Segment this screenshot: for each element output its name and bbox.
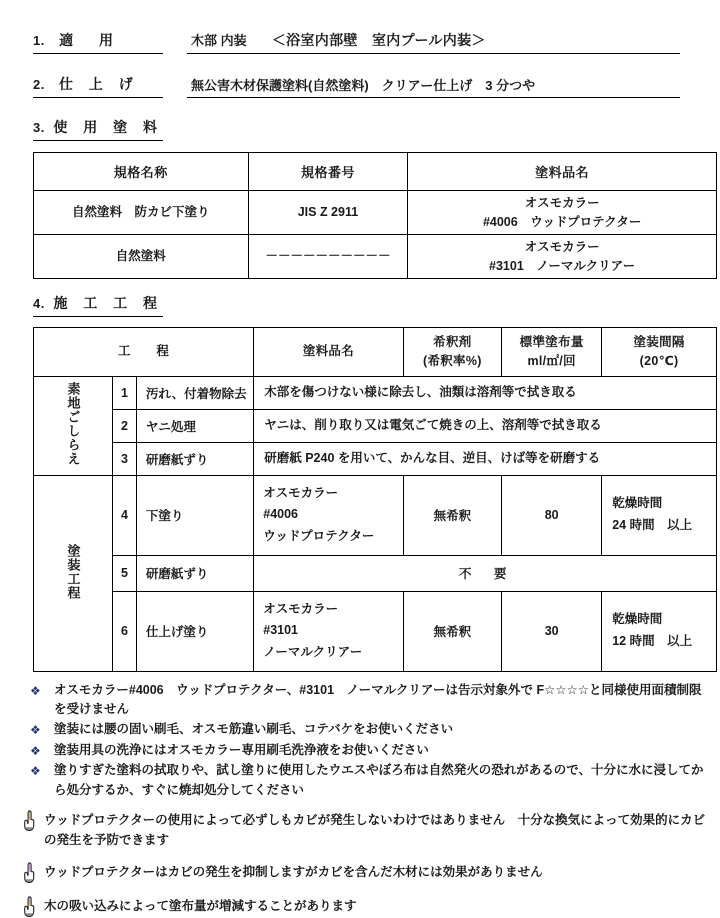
process-interval-4-line1: 乾燥時間 xyxy=(612,496,663,511)
process-thinner-6: 無希釈 xyxy=(403,591,502,671)
process-no-6: 6 xyxy=(113,591,137,671)
list-item xyxy=(30,761,706,800)
process-group-label-coating-text: 塗装工程 xyxy=(65,543,81,600)
process-step-4: 下塗り xyxy=(136,475,253,555)
process-description-3: 研磨紙 P240 を用いて、かんな目、逆目、けば等を研磨する xyxy=(254,442,717,475)
list-item xyxy=(30,720,706,740)
section-3-title: 使 用 塗 料 xyxy=(53,119,163,135)
materials-header-row xyxy=(34,153,717,191)
process-header-row xyxy=(34,328,717,377)
process-step-2: ヤニ処理 xyxy=(136,409,253,442)
materials-product-2-line1: オスモカラー xyxy=(524,240,600,255)
hand-note-text-1: ウッドプロテクターの使用によって必ずしもカビが発生しないわけではありません 十分な換気によって効果的にカビの発生を予防できます xyxy=(44,813,706,847)
process-amount-6: 30 xyxy=(502,591,602,671)
process-interval-6-line2: 12 時間 以上 xyxy=(612,634,693,648)
process-description-1: 木部を傷つけない様に除去し、油類は溶剤等で拭き取る xyxy=(254,376,717,409)
process-product-4-line3: ウッドプロテクター xyxy=(263,528,375,543)
process-interval-4 xyxy=(602,475,717,555)
process-amount-4: 80 xyxy=(502,475,602,555)
section-2-title: 仕 上 げ xyxy=(59,76,139,92)
process-header-product: 塗料品名 xyxy=(254,328,403,377)
materials-standard-name-1: 自然塗料 防カビ下塗り xyxy=(34,191,249,235)
diamond-bullet-icon: ❖ xyxy=(30,723,41,738)
process-table xyxy=(33,327,717,672)
process-header-interval xyxy=(602,328,717,377)
table-row xyxy=(34,409,717,442)
process-header-amount-line2: ml/㎡/回 xyxy=(527,353,576,368)
materials-product-2 xyxy=(408,235,717,279)
process-product-6-line2: #3101 xyxy=(263,623,299,638)
materials-table xyxy=(33,152,717,279)
process-header-thinner-line2: (希釈率%) xyxy=(422,353,482,368)
section-4-label xyxy=(33,293,163,317)
process-product-4-line1: オスモカラー xyxy=(263,485,339,500)
list-item xyxy=(30,681,706,720)
section-1-value xyxy=(187,30,680,54)
list-item xyxy=(22,896,706,918)
diamond-bullet-icon: ❖ xyxy=(30,743,41,758)
table-row xyxy=(34,191,717,235)
section-4-number: 4. xyxy=(33,296,45,311)
table-row xyxy=(34,376,717,409)
process-header-process: 工 程 xyxy=(34,328,254,377)
section-1-value-main: 木部 内装 xyxy=(191,33,247,48)
process-product-6-line1: オスモカラー xyxy=(263,601,339,616)
materials-standard-number-2: －－－－－－－－－－ xyxy=(248,235,408,279)
process-step-5: 研磨紙ずり xyxy=(136,555,253,591)
section-4-title: 施 工 工 程 xyxy=(53,295,163,311)
pointing-hand-icon xyxy=(22,896,44,918)
materials-product-1-line2: #4006 ウッドプロテクター xyxy=(482,214,642,229)
pointing-hand-icon xyxy=(22,862,44,884)
hand-note-text-3: 木の吸い込みによって塗布量が増減することがあります xyxy=(44,898,357,913)
list-item xyxy=(22,862,706,884)
hand-notes-list xyxy=(0,810,720,918)
list-item xyxy=(30,741,706,761)
process-header-interval-line2: (20℃) xyxy=(639,353,679,368)
process-header-thinner xyxy=(403,328,502,377)
process-header-amount xyxy=(502,328,602,377)
process-product-4 xyxy=(254,475,403,555)
materials-header-standard-number: 規格番号 xyxy=(248,153,408,191)
process-interval-6-line1: 乾燥時間 xyxy=(612,612,663,627)
process-no-2: 2 xyxy=(113,409,137,442)
table-row xyxy=(34,235,717,279)
section-2-label xyxy=(33,74,163,98)
process-header-thinner-line1: 希釈剤 xyxy=(433,335,472,349)
process-step-1: 汚れ、付着物除去 xyxy=(136,376,253,409)
table-row xyxy=(34,442,717,475)
section-2-value: 無公害木材保護塗料(自然塗料) クリアー仕上げ 3 分つや xyxy=(187,75,680,98)
note-text-2: 塗装には腰の固い刷毛、オスモ筋違い刷毛、コテバケをお使いください xyxy=(54,722,454,737)
process-description-2: ヤニは、削り取り又は電気ごて焼きの上、溶剤等で拭き取る xyxy=(254,409,717,442)
table-row xyxy=(34,475,717,555)
section-1-title: 適 用 xyxy=(59,32,119,48)
process-no-5: 5 xyxy=(113,555,137,591)
diamond-bullet-icon: ❖ xyxy=(30,683,41,698)
note-text-4: 塗りすぎた塗料の拭取りや、試し塗りに使用したウエスやぼろ布は自然発火の恐れがあるので、十分に水に浸してから処分するか、すぐに焼却処分してください xyxy=(54,763,704,797)
section-row-applicable xyxy=(33,30,680,54)
section-1-value-emphasis: ＜浴室内部壁 室内プール内装＞ xyxy=(271,32,486,48)
materials-product-1 xyxy=(408,191,717,235)
section-row-finish xyxy=(33,74,680,98)
process-thinner-4: 無希釈 xyxy=(403,475,502,555)
process-interval-6 xyxy=(602,591,717,671)
process-no-4: 4 xyxy=(113,475,137,555)
process-no-3: 3 xyxy=(113,442,137,475)
table-row xyxy=(34,591,717,671)
process-header-interval-line1: 塗装間隔 xyxy=(633,335,685,349)
section-1-label xyxy=(33,30,163,54)
process-product-6 xyxy=(254,591,403,671)
process-interval-4-line2: 24 時間 以上 xyxy=(612,518,693,532)
section-3-label xyxy=(33,117,163,141)
materials-product-1-line1: オスモカラー xyxy=(524,196,600,211)
section-2-number: 2. xyxy=(33,77,45,92)
process-group-label-substrate xyxy=(34,376,113,475)
process-group-label-coating xyxy=(34,475,113,671)
materials-standard-number-1: JIS Z 2911 xyxy=(248,191,408,235)
section-row-materials xyxy=(33,117,720,141)
pointing-hand-icon xyxy=(22,810,44,832)
process-description-5: 不 要 xyxy=(254,555,717,591)
diamond-bullet-icon: ❖ xyxy=(30,764,41,779)
process-product-6-line3: ノーマルクリアー xyxy=(263,644,363,659)
section-1-number: 1. xyxy=(33,33,45,48)
section-row-process xyxy=(33,293,720,317)
table-row xyxy=(34,555,717,591)
process-step-6: 仕上げ塗り xyxy=(136,591,253,671)
process-no-1: 1 xyxy=(113,376,137,409)
notes-list xyxy=(0,681,720,801)
note-text-1: オスモカラー#4006 ウッドプロテクター、#3101 ノーマルクリアーは告示対象外で F☆☆☆☆と同様使用面積制限を受けません xyxy=(54,682,702,716)
materials-standard-name-2: 自然塗料 xyxy=(34,235,249,279)
materials-product-2-line2: #3101 ノーマルクリアー xyxy=(489,258,636,273)
note-text-3: 塗装用具の洗浄にはオスモカラー専用刷毛洗浄液をお使いください xyxy=(54,742,429,757)
section-3-number: 3. xyxy=(33,120,45,135)
process-group-label-substrate-text: 素地ごしらえ xyxy=(65,382,81,466)
specification-document xyxy=(0,30,720,913)
list-item xyxy=(22,810,706,850)
materials-header-standard-name: 規格名称 xyxy=(34,153,249,191)
process-header-amount-line1: 標準塗布量 xyxy=(519,335,584,349)
process-step-3: 研磨紙ずり xyxy=(136,442,253,475)
materials-header-product-name: 塗料品名 xyxy=(408,153,717,191)
hand-note-text-2: ウッドプロテクターはカビの発生を抑制しますがカビを含んだ木材には効果がありません xyxy=(44,864,543,879)
process-product-4-line2: #4006 xyxy=(263,507,299,522)
